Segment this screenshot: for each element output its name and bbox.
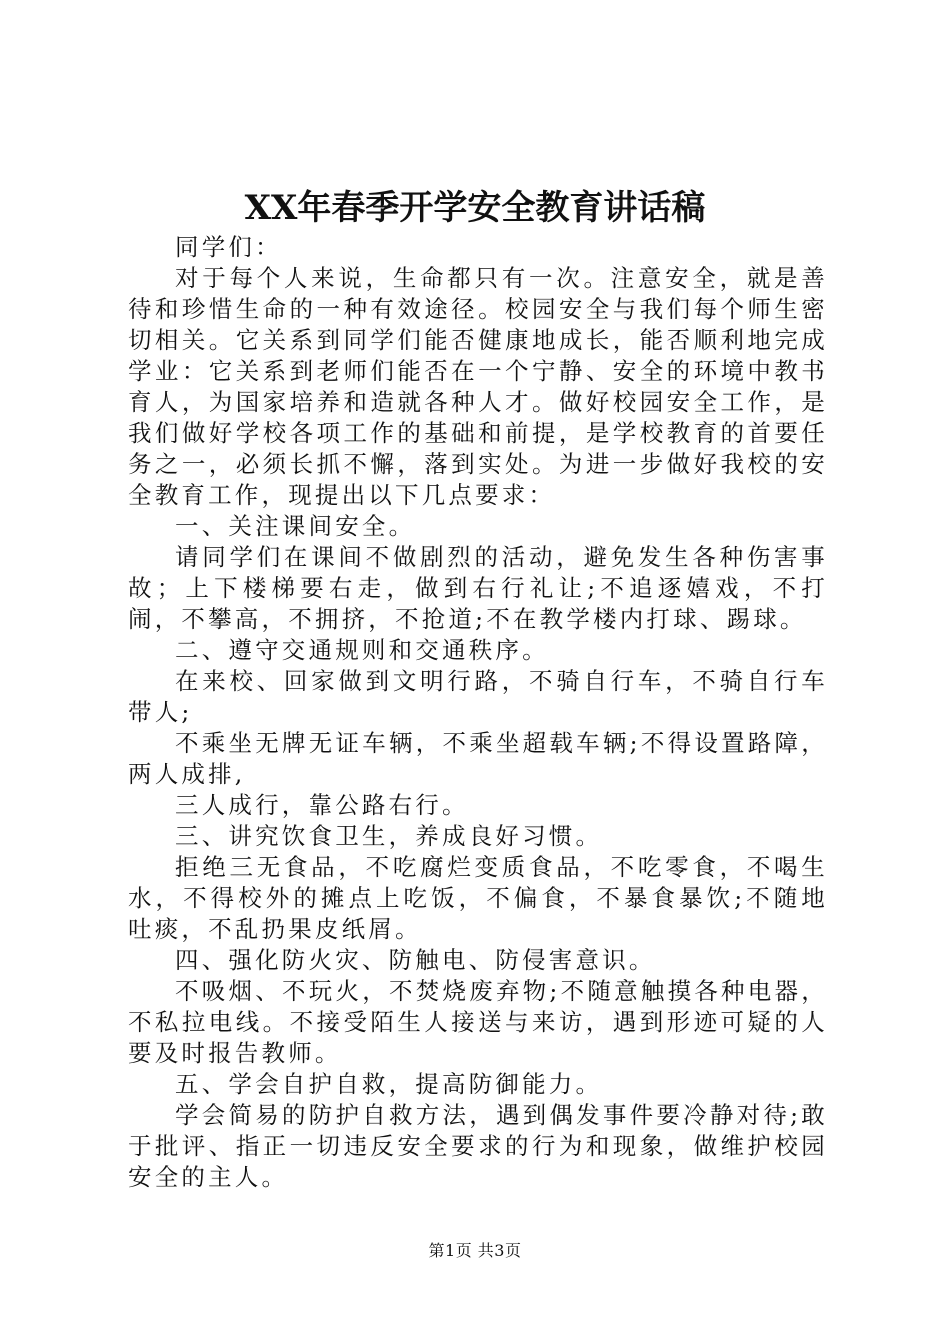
paragraph-section-4: 不吸烟、不玩火，不焚烧废弃物;不随意触摸各种电器，不私拉电线。不接受陌生人接送与来访，遇到形迹可疑的人要及时报告教师。 <box>128 977 828 1067</box>
paragraph-section-2b: 不乘坐无牌无证车辆，不乘坐超载车辆;不得设置路障，两人成排, <box>128 729 828 788</box>
paragraph-section-3: 拒绝三无食品，不吃腐烂变质食品，不吃零食，不喝生水，不得校外的摊点上吃饭，不偏食，不暴食暴饮;不随地吐痰，不乱扔果皮纸屑。 <box>128 853 828 943</box>
paragraph-greeting: 同学们： <box>175 233 282 261</box>
page-footer: 第1页 共3页 <box>428 1241 522 1260</box>
section-heading-4: 四、强化防火灾、防触电、防侵害意识。 <box>175 946 656 974</box>
paragraph-intro: 对于每个人来说，生命都只有一次。注意安全，就是善待和珍惜生命的一种有效途径。校园安全与我们每个师生密切相关。它关系到同学们能否健康地成长，能否顺利地完成学业：它关系到老师们能否在一个宁静、安全的环境中教书育人，为国家培养和造就各种人才。做好校园安全工作，是我们做好学校各项工作的基础和前提，是学校教育的首要任务之一，必须长抓不懈，落到实处。为进一步做好我校的安全教育工作，现提出以下几点要求： <box>128 264 828 509</box>
document-body <box>128 232 828 1193</box>
section-heading-1: 一、关注课间安全。 <box>175 512 416 540</box>
section-heading-3: 三、讲究饮食卫生，养成良好习惯。 <box>175 822 603 850</box>
document-title: XX年春季开学安全教育讲话稿 <box>244 188 706 228</box>
paragraph-section-5: 学会简易的防护自救方法，遇到偶发事件要冷静对待;敢于批评、指正一切违反安全要求的行为和现象，做维护校园安全的主人。 <box>128 1101 828 1191</box>
paragraph-section-2c: 三人成行，靠公路右行。 <box>175 791 469 819</box>
paragraph-section-1: 请同学们在课间不做剧烈的活动，避免发生各种伤害事故；上下楼梯要右走，做到右行礼让;不追逐嬉戏，不打闹，不攀高，不拥挤，不抢道;不在教学楼内打球、踢球。 <box>128 543 828 633</box>
section-heading-2: 二、遵守交通规则和交通秩序。 <box>175 636 549 664</box>
section-heading-5: 五、学会自护自救，提高防御能力。 <box>175 1070 603 1098</box>
paragraph-section-2a: 在来校、回家做到文明行路，不骑自行车，不骑自行车带人; <box>128 667 828 726</box>
